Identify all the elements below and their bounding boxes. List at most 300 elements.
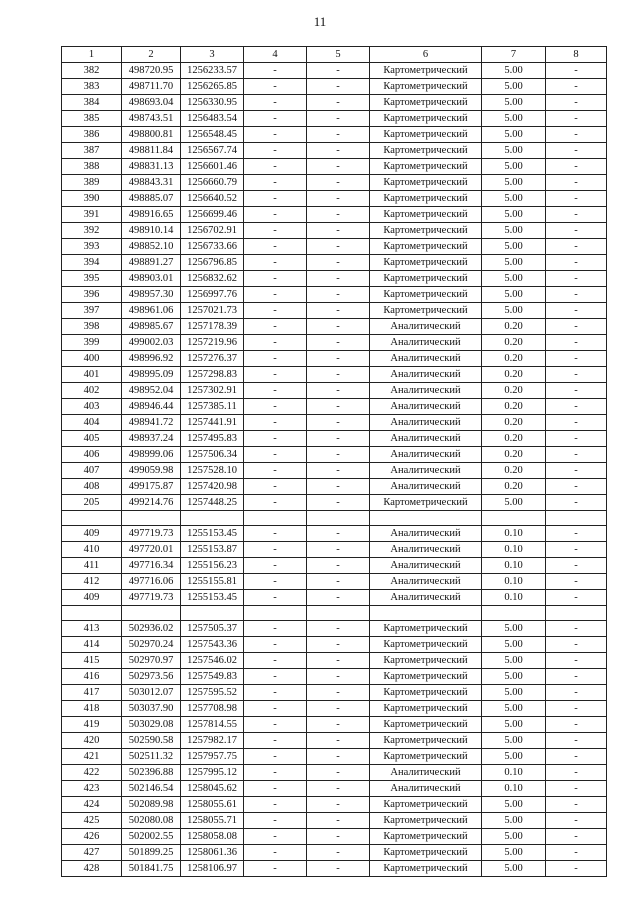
table-cell: Картометрический [370, 797, 482, 813]
table-cell: 413 [62, 621, 122, 637]
table-cell: - [307, 542, 370, 558]
table-cell: 0.20 [482, 351, 546, 367]
table-cell: 498831.13 [122, 159, 181, 175]
table-cell: - [307, 463, 370, 479]
table-cell: - [244, 781, 307, 797]
table-cell: 0.10 [482, 542, 546, 558]
table-cell: - [307, 574, 370, 590]
table-cell: - [244, 829, 307, 845]
table-cell: - [546, 749, 607, 765]
table-cell: - [546, 669, 607, 685]
table-cell: 498903.01 [122, 271, 181, 287]
table-cell: - [244, 383, 307, 399]
table-cell: - [244, 717, 307, 733]
table-cell: 498937.24 [122, 431, 181, 447]
table-cell: - [307, 637, 370, 653]
table-cell: - [546, 63, 607, 79]
table-cell: 497719.73 [122, 590, 181, 606]
table-cell: 424 [62, 797, 122, 813]
table-cell: - [307, 701, 370, 717]
table-cell: 498693.04 [122, 95, 181, 111]
table-cell: 498720.95 [122, 63, 181, 79]
table-cell: 1255156.23 [181, 558, 244, 574]
table-cell: 389 [62, 175, 122, 191]
table-cell: 1257708.98 [181, 701, 244, 717]
table-row [62, 319, 607, 335]
table-row [62, 511, 607, 526]
table-cell: 498910.14 [122, 223, 181, 239]
header-cell: 4 [244, 47, 307, 63]
table-cell: - [546, 685, 607, 701]
table-cell: 407 [62, 463, 122, 479]
table-cell: 502080.08 [122, 813, 181, 829]
table-cell: 1256601.46 [181, 159, 244, 175]
header-cell: 1 [62, 47, 122, 63]
table-cell: 502146.54 [122, 781, 181, 797]
table-cell: - [244, 207, 307, 223]
table-cell: - [546, 447, 607, 463]
table-cell: 503037.90 [122, 701, 181, 717]
table-cell: 499002.03 [122, 335, 181, 351]
table-cell: - [307, 175, 370, 191]
table-cell: - [546, 79, 607, 95]
table-cell: 1257495.83 [181, 431, 244, 447]
table-cell: Аналитический [370, 590, 482, 606]
table-cell: 1255153.87 [181, 542, 244, 558]
table-cell: Картометрический [370, 861, 482, 877]
table-row [62, 95, 607, 111]
table-cell: 1256233.57 [181, 63, 244, 79]
table-cell: 497716.34 [122, 558, 181, 574]
table-cell: - [546, 637, 607, 653]
table-row [62, 303, 607, 319]
table-cell: 0.20 [482, 319, 546, 335]
table-row [62, 175, 607, 191]
table-cell: Картометрический [370, 111, 482, 127]
table-cell: - [307, 749, 370, 765]
table-cell: 417 [62, 685, 122, 701]
table-cell: - [546, 191, 607, 207]
table-cell: Аналитический [370, 558, 482, 574]
table-cell: Картометрический [370, 255, 482, 271]
table-cell: 1258061.36 [181, 845, 244, 861]
table-cell: 1256733.66 [181, 239, 244, 255]
table-cell: 395 [62, 271, 122, 287]
table-cell: 498811.84 [122, 143, 181, 159]
table-cell: 5.00 [482, 621, 546, 637]
table-cell: - [244, 701, 307, 717]
table-cell: 410 [62, 542, 122, 558]
table-cell: 5.00 [482, 701, 546, 717]
table-cell: 1257814.55 [181, 717, 244, 733]
table-cell: - [307, 239, 370, 255]
table-cell: 1257441.91 [181, 415, 244, 431]
table-cell: 5.00 [482, 127, 546, 143]
table-cell: 5.00 [482, 749, 546, 765]
table-cell: 497720.01 [122, 542, 181, 558]
table-cell: 1256483.54 [181, 111, 244, 127]
table-cell: - [546, 383, 607, 399]
table-cell: - [244, 685, 307, 701]
table-cell: - [244, 463, 307, 479]
table-cell: 1258058.08 [181, 829, 244, 845]
table-cell: 497719.73 [122, 526, 181, 542]
header-cell: 2 [122, 47, 181, 63]
table-row [62, 606, 607, 621]
table-cell: - [244, 845, 307, 861]
table-cell: 1256997.76 [181, 287, 244, 303]
table-cell: 385 [62, 111, 122, 127]
table-cell: 408 [62, 479, 122, 495]
table-row [62, 845, 607, 861]
table-cell: - [307, 95, 370, 111]
table-cell: 5.00 [482, 223, 546, 239]
table-cell: 5.00 [482, 175, 546, 191]
table-cell: 502089.98 [122, 797, 181, 813]
table-cell: Аналитический [370, 542, 482, 558]
table-cell: Картометрический [370, 95, 482, 111]
table-cell: - [546, 415, 607, 431]
table-row [62, 797, 607, 813]
table-cell: - [307, 669, 370, 685]
table-cell: - [307, 621, 370, 637]
table-cell [482, 511, 546, 526]
table-row [62, 861, 607, 877]
table-cell: - [546, 590, 607, 606]
table-cell: 5.00 [482, 829, 546, 845]
table-row [62, 207, 607, 223]
table-cell: Картометрический [370, 637, 482, 653]
table-cell: 1257995.12 [181, 765, 244, 781]
table-cell: - [307, 63, 370, 79]
table-cell: - [244, 143, 307, 159]
table-cell: - [307, 415, 370, 431]
table-cell: 1257302.91 [181, 383, 244, 399]
table-cell: - [244, 526, 307, 542]
table-cell: - [546, 399, 607, 415]
table-cell: - [307, 207, 370, 223]
table-cell: - [546, 159, 607, 175]
page-number: 11 [313, 14, 327, 29]
table-cell: - [244, 653, 307, 669]
table-cell: - [244, 797, 307, 813]
table-cell: 498952.04 [122, 383, 181, 399]
table-cell: - [244, 255, 307, 271]
table-cell: - [244, 574, 307, 590]
table-cell: - [244, 765, 307, 781]
table-cell: 1257021.73 [181, 303, 244, 319]
table-cell: - [546, 143, 607, 159]
table-cell: - [546, 861, 607, 877]
table-row [62, 223, 607, 239]
table-cell: 498985.67 [122, 319, 181, 335]
table-cell: Картометрический [370, 63, 482, 79]
table-cell: - [307, 79, 370, 95]
table-cell: - [546, 701, 607, 717]
table-cell: Картометрический [370, 829, 482, 845]
table-cell: Картометрический [370, 303, 482, 319]
table-cell: 1258045.62 [181, 781, 244, 797]
table-cell: - [244, 495, 307, 511]
table-cell: 1258106.97 [181, 861, 244, 877]
table-cell: - [546, 653, 607, 669]
table-cell: Картометрический [370, 207, 482, 223]
table-cell: - [546, 351, 607, 367]
table-cell: 1257298.83 [181, 367, 244, 383]
table-cell: Картометрический [370, 733, 482, 749]
table-cell: 502396.88 [122, 765, 181, 781]
table-cell: 498999.06 [122, 447, 181, 463]
coordinates-table [61, 46, 607, 877]
table-cell: 0.10 [482, 558, 546, 574]
table-cell: - [307, 765, 370, 781]
table-cell: - [546, 717, 607, 733]
table-cell: 5.00 [482, 653, 546, 669]
table-cell: 502590.58 [122, 733, 181, 749]
table-row [62, 526, 607, 542]
table-cell: - [546, 797, 607, 813]
table-cell: 1257982.17 [181, 733, 244, 749]
table-cell: - [244, 223, 307, 239]
table-cell: Аналитический [370, 335, 482, 351]
table-cell: 384 [62, 95, 122, 111]
table-cell: 426 [62, 829, 122, 845]
table-cell: 396 [62, 287, 122, 303]
table-cell [181, 511, 244, 526]
table-cell: - [546, 255, 607, 271]
table-row [62, 159, 607, 175]
table-cell: 5.00 [482, 813, 546, 829]
table-cell [370, 511, 482, 526]
table-cell: 1257219.96 [181, 335, 244, 351]
table-cell: 386 [62, 127, 122, 143]
table-cell: 0.10 [482, 590, 546, 606]
table-cell: - [546, 558, 607, 574]
table-cell: 5.00 [482, 63, 546, 79]
table-row [62, 653, 607, 669]
table-cell: - [244, 63, 307, 79]
table-cell: - [244, 637, 307, 653]
table-cell: 0.10 [482, 574, 546, 590]
table-cell: 502970.97 [122, 653, 181, 669]
table-cell: 416 [62, 669, 122, 685]
table-cell: 1257506.34 [181, 447, 244, 463]
table-row [62, 367, 607, 383]
table-cell: - [244, 239, 307, 255]
table-cell: - [307, 159, 370, 175]
table-cell: 400 [62, 351, 122, 367]
table-cell: - [244, 399, 307, 415]
table-row [62, 239, 607, 255]
table-cell [482, 606, 546, 621]
table-cell: - [307, 191, 370, 207]
table-cell: Аналитический [370, 431, 482, 447]
table-cell: - [546, 765, 607, 781]
table-cell: 1256265.85 [181, 79, 244, 95]
table-header [62, 47, 607, 63]
table-cell: 498941.72 [122, 415, 181, 431]
table-cell: Картометрический [370, 813, 482, 829]
table-cell: - [307, 351, 370, 367]
table-cell [181, 606, 244, 621]
table-cell: Картометрический [370, 669, 482, 685]
table-cell: - [546, 127, 607, 143]
table-cell: - [546, 95, 607, 111]
table-cell: 1256660.79 [181, 175, 244, 191]
table-cell: - [244, 367, 307, 383]
table-cell: 5.00 [482, 797, 546, 813]
table-cell: 390 [62, 191, 122, 207]
table-cell: 425 [62, 813, 122, 829]
table-cell: Картометрический [370, 685, 482, 701]
table-cell: 5.00 [482, 733, 546, 749]
table-cell: 1257178.39 [181, 319, 244, 335]
table-cell: 404 [62, 415, 122, 431]
table-cell: 397 [62, 303, 122, 319]
table-row [62, 717, 607, 733]
table-cell: Картометрический [370, 717, 482, 733]
table-cell: - [307, 319, 370, 335]
table-cell: 419 [62, 717, 122, 733]
table-cell: 1257546.02 [181, 653, 244, 669]
table-cell: 409 [62, 526, 122, 542]
table-cell [244, 606, 307, 621]
table-cell: Аналитический [370, 399, 482, 415]
table-cell: - [546, 813, 607, 829]
table-cell: Картометрический [370, 653, 482, 669]
table-cell [370, 606, 482, 621]
header-cell: 7 [482, 47, 546, 63]
table-cell: 1255153.45 [181, 590, 244, 606]
table-row [62, 271, 607, 287]
table-row [62, 255, 607, 271]
table-cell: - [307, 685, 370, 701]
table-row [62, 558, 607, 574]
table-cell: 498995.09 [122, 367, 181, 383]
table-cell: 5.00 [482, 191, 546, 207]
table-cell: - [244, 287, 307, 303]
table-cell: 5.00 [482, 495, 546, 511]
table-cell: 5.00 [482, 717, 546, 733]
table-cell: - [244, 749, 307, 765]
table-cell: Картометрический [370, 621, 482, 637]
table-cell: 383 [62, 79, 122, 95]
header-row [62, 47, 607, 63]
table-cell: - [546, 239, 607, 255]
table-cell: 415 [62, 653, 122, 669]
table-row [62, 79, 607, 95]
table-cell: 498743.51 [122, 111, 181, 127]
table-cell: 405 [62, 431, 122, 447]
table-cell: Аналитический [370, 351, 482, 367]
table-row [62, 335, 607, 351]
table-row [62, 637, 607, 653]
table-cell: 5.00 [482, 111, 546, 127]
table-cell [122, 511, 181, 526]
table-cell: - [546, 542, 607, 558]
table-cell: 0.20 [482, 367, 546, 383]
table-cell: Картометрический [370, 223, 482, 239]
table-cell: 498957.30 [122, 287, 181, 303]
table-row [62, 191, 607, 207]
table-cell: 498891.27 [122, 255, 181, 271]
table-cell: 5.00 [482, 845, 546, 861]
table-cell: 0.10 [482, 526, 546, 542]
table-cell: - [244, 111, 307, 127]
table-cell: Аналитический [370, 383, 482, 399]
table-cell: - [244, 175, 307, 191]
table-cell: - [244, 621, 307, 637]
table-cell: 5.00 [482, 271, 546, 287]
table-cell: - [546, 207, 607, 223]
table-row [62, 701, 607, 717]
table-cell: - [307, 447, 370, 463]
table-row [62, 383, 607, 399]
table-cell: - [546, 463, 607, 479]
table-cell: 503012.07 [122, 685, 181, 701]
table-cell: 402 [62, 383, 122, 399]
table-cell: 1257448.25 [181, 495, 244, 511]
table-cell: - [307, 255, 370, 271]
table-cell: 5.00 [482, 79, 546, 95]
table-cell: 0.10 [482, 781, 546, 797]
table-cell: - [546, 287, 607, 303]
table-cell: 414 [62, 637, 122, 653]
table-cell: 499214.76 [122, 495, 181, 511]
table-cell: 501841.75 [122, 861, 181, 877]
table-cell: - [546, 829, 607, 845]
table-cell: 0.20 [482, 415, 546, 431]
table-row [62, 765, 607, 781]
table-cell: Аналитический [370, 447, 482, 463]
table-row [62, 495, 607, 511]
table-cell [546, 511, 607, 526]
table-cell: 5.00 [482, 669, 546, 685]
table-cell: Картометрический [370, 159, 482, 175]
table-cell: 1256640.52 [181, 191, 244, 207]
table-cell: - [307, 335, 370, 351]
table-cell: 5.00 [482, 303, 546, 319]
table-cell: Картометрический [370, 701, 482, 717]
table-cell: 498852.10 [122, 239, 181, 255]
table-cell: 1257957.75 [181, 749, 244, 765]
table-cell: - [307, 526, 370, 542]
table-cell: - [244, 558, 307, 574]
table-cell: - [244, 590, 307, 606]
table-cell: 393 [62, 239, 122, 255]
table-cell: 498800.81 [122, 127, 181, 143]
table-cell: 502002.55 [122, 829, 181, 845]
table-cell: 0.20 [482, 479, 546, 495]
table-cell: Картометрический [370, 495, 482, 511]
table-cell: - [244, 127, 307, 143]
table-cell: - [546, 367, 607, 383]
table-row [62, 287, 607, 303]
table-cell [122, 606, 181, 621]
table-cell [62, 606, 122, 621]
table-cell: 5.00 [482, 159, 546, 175]
table-cell: 427 [62, 845, 122, 861]
table-cell: 498885.07 [122, 191, 181, 207]
table-cell: 422 [62, 765, 122, 781]
table-cell: Картометрический [370, 143, 482, 159]
table-cell: Аналитический [370, 526, 482, 542]
table-cell: Аналитический [370, 367, 482, 383]
table-cell: 0.20 [482, 399, 546, 415]
table-cell [546, 606, 607, 621]
table-row [62, 127, 607, 143]
table-cell: - [307, 797, 370, 813]
